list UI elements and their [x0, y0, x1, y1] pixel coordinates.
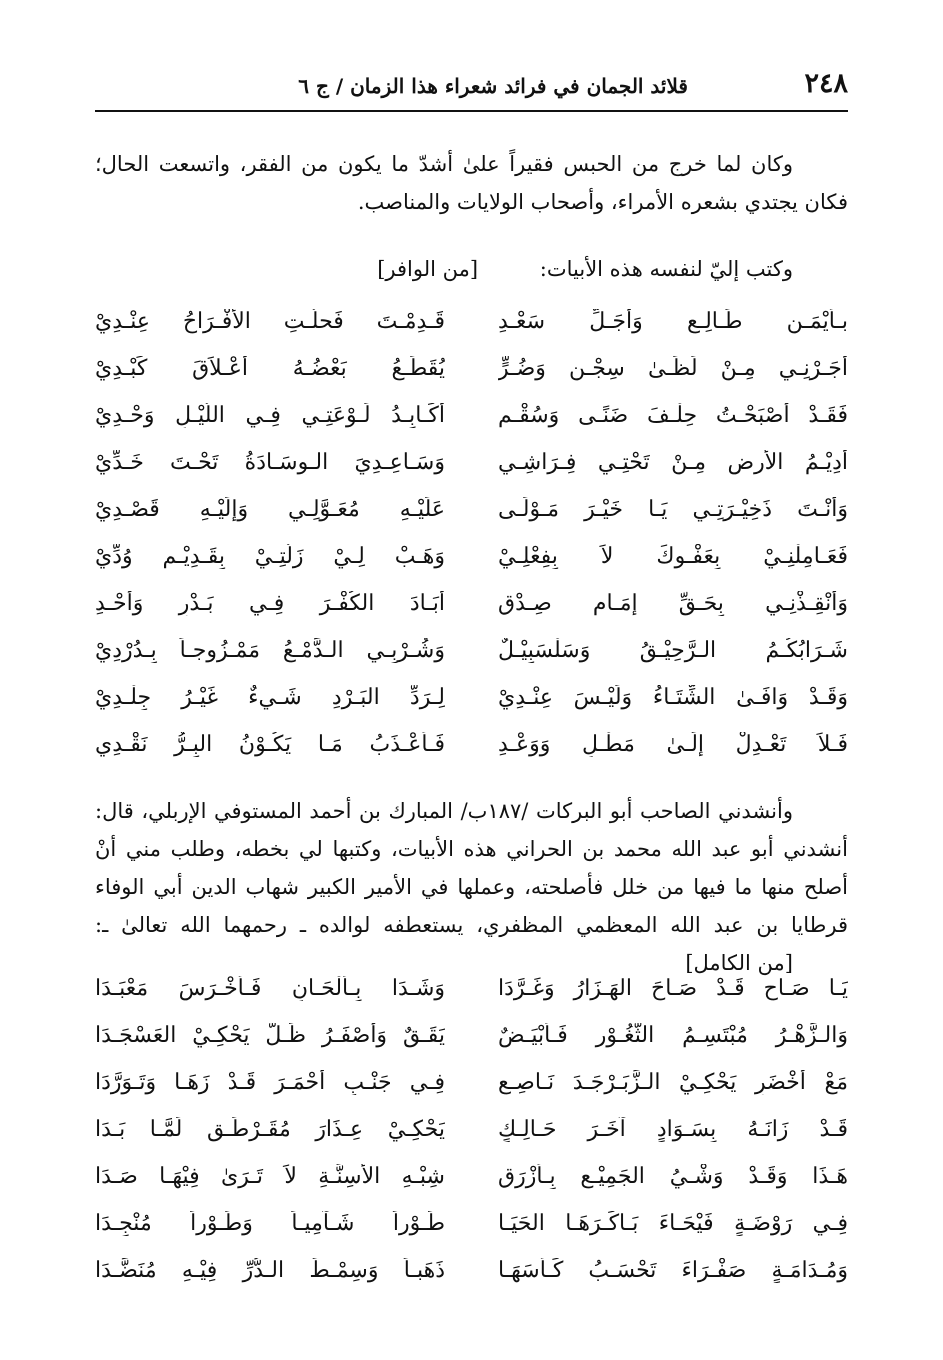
- second-hemistich: لِـرَدِّ البَـرْدِ شَـيءٌ غَيْـرُ جِلْـدِيْ: [95, 685, 445, 710]
- narration-paragraph: [95, 792, 848, 982]
- second-hemistich: يَحْكِـيْ عِـذَارَ مُقَـرْطَـقٍ لَمَّـا بَـدَا: [95, 1117, 445, 1142]
- poem1-intro-block: [95, 250, 848, 288]
- verse: [95, 345, 848, 392]
- second-hemistich: وَشَـدَا بِـألْحَـانٍ فَـأخْـرَسَ مَعْبَـدَا: [95, 976, 445, 1001]
- first-hemistich: أدِيْـمُ الأرضِ مِـنْ تَحْتِـي فِـرَاشِـي: [498, 450, 848, 475]
- poem-1: [95, 298, 848, 768]
- page-number: ٢٤٨: [804, 68, 848, 99]
- second-hemistich: شِبْـهِ الأسِنَّـةِ لاَ تَـرَىٰ فِيْهَـا صَـدَا: [95, 1164, 445, 1189]
- poem2-meter: [من الكامل]: [685, 951, 793, 975]
- first-hemistich: فَعَـامِلْنِـيْ بِعَفْـوِكَ لاَ بِفِعْلِـيْ: [498, 544, 848, 569]
- second-hemistich: فَـأعْـذَبُ مَـا يَكُـوْنُ البِـرُّ نَقْـدِي: [95, 732, 445, 757]
- first-hemistich: شَـرَابُكُـمُ الـرَّحِيْـقُ وَسَلْسَبِيْـلٌ: [498, 638, 848, 663]
- first-hemistich: وَأنْـتَ ذَخِيْـرَتِـي يَـا خَيْـرَ مَـوْلًـى: [498, 497, 848, 522]
- running-title: قلائد الجمان في فرائد شعراء هذا الزمان / ج ٦: [298, 74, 688, 98]
- second-hemistich: قَـدِمْـتَ فَحلَّـتِ الأفْـرَاحُ عِنْـدِيْ: [95, 309, 445, 334]
- first-hemistich: أجَـرْنِـي مِـنْ لَظَـىٰ سِجْـنٍ وَضُـرٍّ: [498, 356, 848, 381]
- poem-2: [95, 965, 848, 1294]
- first-hemistich: وَالـزَّهْـرُ مُبْتَسِـمُ الثُّغُـوْرِ فَـأبْيَـضٌ: [498, 1023, 848, 1048]
- verse: [95, 1153, 848, 1200]
- second-hemistich: أبَـادَ الكُفْـرَ فِـي بَـدْرٍ وَأُحْـدِ: [95, 591, 445, 616]
- verse: [95, 721, 848, 768]
- first-hemistich: بـأيْمَـنِ طَـالِـعٍ وَأجَـلِّ سَعْـدِ: [498, 309, 848, 334]
- second-hemistich: أُكَـابِـدُ لَـوْعَتِـي فِـي اللَّيْـلِ وَحْـدِيْ: [95, 403, 445, 428]
- page-header: [95, 62, 848, 112]
- verse: [95, 1012, 848, 1059]
- second-hemistich: يُقَطِّـعُ بَعْضُـهُ أعْـلاَقَ كَبْـدِيْ: [95, 356, 445, 381]
- verse: [95, 392, 848, 439]
- poem1-meter: [من الوافر]: [377, 257, 479, 281]
- verse: [95, 580, 848, 627]
- verse: [95, 965, 848, 1012]
- second-hemistich: ذَهَبـاً وَسِمْـطَ الـدُّرِّ فِيْـهِ مُنَضَّـدَا: [95, 1258, 445, 1283]
- second-hemistich: وَهَـبْ لِـيْ زَلَّتِـيْ بِقَـدِيْـمِ وُدِّيْ: [95, 544, 445, 569]
- intro-paragraph: وكان لما خرج من الحبس فقيراً علىٰ أشدّ ما يكون من الفقر، واتسعت الحال؛ فكان يجتدي بشعره الأمراء، وأصحاب الولايات والمناصب.: [95, 152, 848, 214]
- first-hemistich: فَقَـدْ أصْبَحْـتُ حِلْـفَ ضَنًـى وَسُقْـمٍ: [498, 403, 848, 428]
- verse: [95, 1200, 848, 1247]
- verse: [95, 1106, 848, 1153]
- first-hemistich: يَـا صَـاحِ قَـدْ صَـاحَ الهَـزَارُ وَغَـرَّدَا: [498, 976, 848, 1001]
- second-hemistich: فِـي جَنْـبِ أحْمَـرَ قَـدْ زَهَـا وَتَـوَرَّدَا: [95, 1070, 445, 1095]
- second-hemistich: طَـوْراً شَـآمِيـاً وَطَـوْراً مُنْجِـدَا: [95, 1211, 445, 1236]
- verse: [95, 1059, 848, 1106]
- first-hemistich: وَقَـدْ وَافَـىٰ الشِّتَـاءُ وَلَيْـسَ عِنْـدِيْ: [498, 685, 848, 710]
- second-hemistich: يَقَـقٌ وَأصْفَـرُ ظَـلَّ يَحْكِـيْ العَسْجَـدَا: [95, 1023, 445, 1048]
- verse: [95, 627, 848, 674]
- poem1-intro-line: [95, 250, 848, 288]
- first-hemistich: فَـلاَ تَعْـدِلْ إلَـىٰ مَطْـلٍ وَوَعْـدِ: [498, 732, 848, 757]
- intro-paragraph-block: [95, 145, 848, 221]
- verse: [95, 1247, 848, 1294]
- first-hemistich: مَعْ أخْضَرٍ يَحْكِـيْ الـزَّبَـرْجَـدَ نَـاصِـعٍ: [498, 1070, 848, 1095]
- second-hemistich: عَلَيْـهِ مُعَـوَّلِـي وَإلَيْـهِ قَصْـدِيْ: [95, 497, 445, 522]
- poem1-intro-text: وكتب إليّ لنفسه هذه الأبيات:: [539, 257, 793, 281]
- narration-block: [95, 792, 848, 982]
- first-hemistich: وَمُـدَامَـةٍ صَفْـرَاءَ تَحْسَـبُ كَـأسَهَـا: [498, 1258, 848, 1283]
- narration-text: وأنشدني الصاحب أبو البركات /١٨٧ب/ المبارك بن أحمد المستوفي الإربلي، قال: أنشدني أبو عبد الله محمد بن الحراني هذه الأبيات، وكتبها لي بخطه، وطلب مني أنْ أصلح منها ما فيها من خلل فأصلحته، وعملها في الأمير الكبير شهاب الدين أبي الوفاء قرطايا بن عبد الله المعظمي المظفري، يستعطفه لوالده ـ رحمهما الله تعالىٰ ـ:: [95, 799, 848, 937]
- first-hemistich: هَـذَا وَقَـدْ وَشْـيُ الجَمِيْـعِ بِـأزْرَقٍ: [498, 1164, 848, 1189]
- first-hemistich: فِـي رَوْضَـةٍ فَيْحَـاءَ بَـاكَـرَهَـا الحَيَـا: [498, 1211, 848, 1236]
- second-hemistich: وَشُـرْبِـي الـدَّمْـعُ مَمْـزُوجـاً بِـدُرْدِيْ: [95, 638, 445, 663]
- first-hemistich: قَـدْ زَانَـهُ بِسَـوَادٍ آخَـرَ حَـالِـكٍ: [498, 1117, 848, 1142]
- verse: [95, 298, 848, 345]
- second-hemistich: وَسَـاعِـدِيَ الـوِسَـادَةُ تَحْـتَ خَـدِّيْ: [95, 450, 445, 475]
- verse: [95, 674, 848, 721]
- verse: [95, 439, 848, 486]
- verse: [95, 486, 848, 533]
- first-hemistich: وَأنْقِـذْنِـي بِحَـقِّ إمَـامِ صِـدْقٍ: [498, 591, 848, 616]
- verse: [95, 533, 848, 580]
